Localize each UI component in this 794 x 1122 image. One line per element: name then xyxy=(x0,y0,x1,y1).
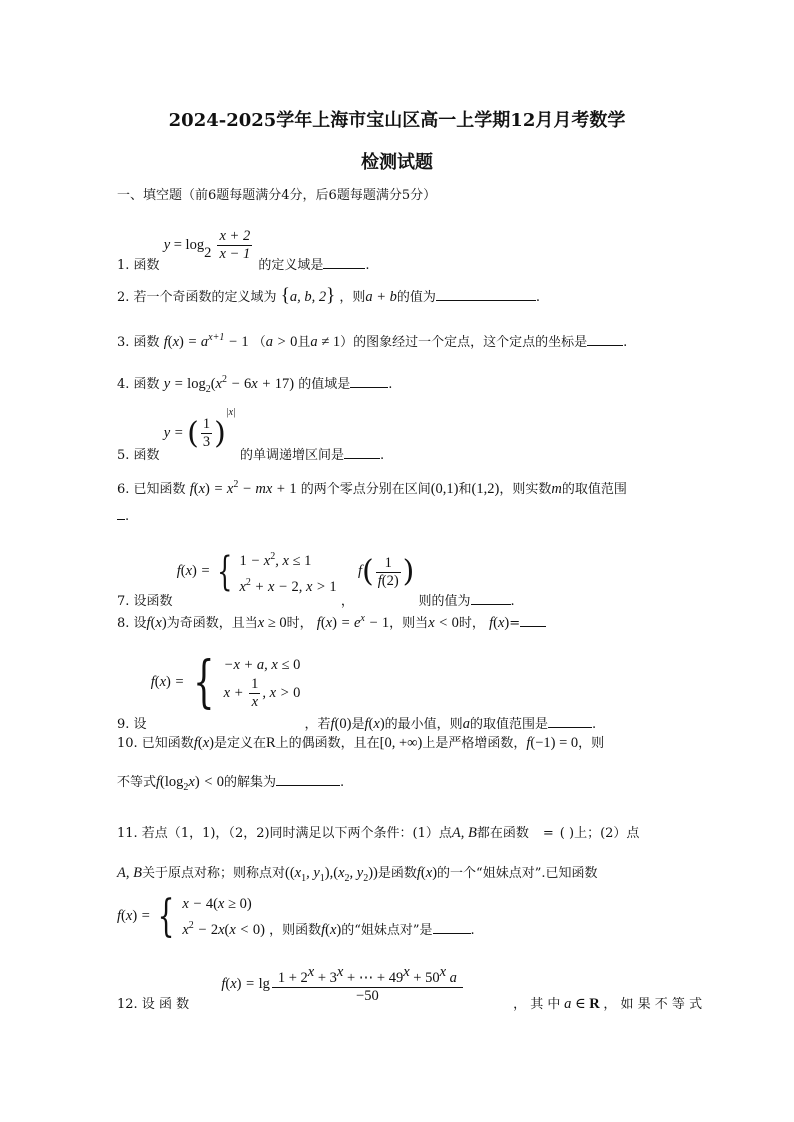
section-heading: 一、填空题（前6题每题满分4分，后6题每题满分5分） xyxy=(117,188,437,203)
question-1: 1. 函数 $y = \log_2$ $\frac{x + 2}{x - 1}$ 的定义域是 . xyxy=(117,228,370,273)
question-11-line3: f(x) = { x − 4(x ≥ 0) $x^2 - 2x(x < 0)$ ，则函数f(x)的“姐妹点对”是 . xyxy=(117,890,475,942)
question-12: 12. 设 函 数 f(x) = lg $\frac{1 + 2^x + 3^x + \cdots + 49^x + 50^x a}{-50}$ ， 其 中 a ∈ R ， 如 果 不 等 式 xyxy=(117,964,703,1012)
question-7: 7. 设函数 f(x) = { $1 - x^2$, x ≤ 1 $x^2 + x - 2$, x > 1 ， f( $\frac{1}{f(2)}$ ) 则的值为 . xyxy=(117,548,515,610)
question-3: 3. 函数 $f(x) = a^{x+1} - 1$ （a > 0且a ≠ 1）的图象经过一个定点，这个定点的坐标是 . xyxy=(117,332,628,350)
question-6: 6. 已知函数 $f(x) = x^2$ − mx + 1 的两个零点分别在区间(0,1)和(1,2)，则实数m的取值范围 xyxy=(117,479,627,497)
question-11-line2: A, B关于原点对称；则称点对(($x_1$, $y_1),(x_2$, $y_2$))是函数f(x)的一个“姐妹点对”.已知函数 xyxy=(117,865,598,884)
question-5: 5. 函数 y = ( $\frac{1}{3}$ )$^{|x|}$ 的单调递增区间是 . xyxy=(117,407,385,463)
exam-title-line2: 检测试题 xyxy=(361,152,433,173)
question-4: 4. 函数 $y = \log_2(x^2 - 6x + 17)$ 的值域是 . xyxy=(117,374,393,395)
question-9: 9. 设 f(x) = { −x + a, x ≤ 0 x + $\frac{1}{x}$ , x > 0 ，若f(0)是f(x)的最小值，则a的取值范围是 . xyxy=(117,649,597,732)
question-6-line2: . xyxy=(117,507,129,524)
exam-title-line1: 2024-2025学年上海市宝山区高一上学期12月月考数学 xyxy=(168,110,626,131)
question-10: 10. 已知函数f(x)是定义在R上的偶函数，且在[0, +∞)上是严格增函数，f(−1) = 0，则 xyxy=(117,735,605,751)
question-8: 8. 设f(x)为奇函数，且当x ≥ 0时， $f(x) = e^x - 1$，则当x < 0时， f(x)= xyxy=(117,612,546,632)
question-11: 11. 若点（1，1)，（2，2)同时满足以下两个条件：(1）点A, B都在函数 = ( )上；(2）点 xyxy=(117,825,640,841)
question-2: 2. 若一个奇函数的定义域为 {a, b, 2} ，则a + b的值为 . xyxy=(117,285,541,306)
question-10-line2: 不等式$f(\log_2x) < 0$的解集为 . xyxy=(117,774,345,793)
